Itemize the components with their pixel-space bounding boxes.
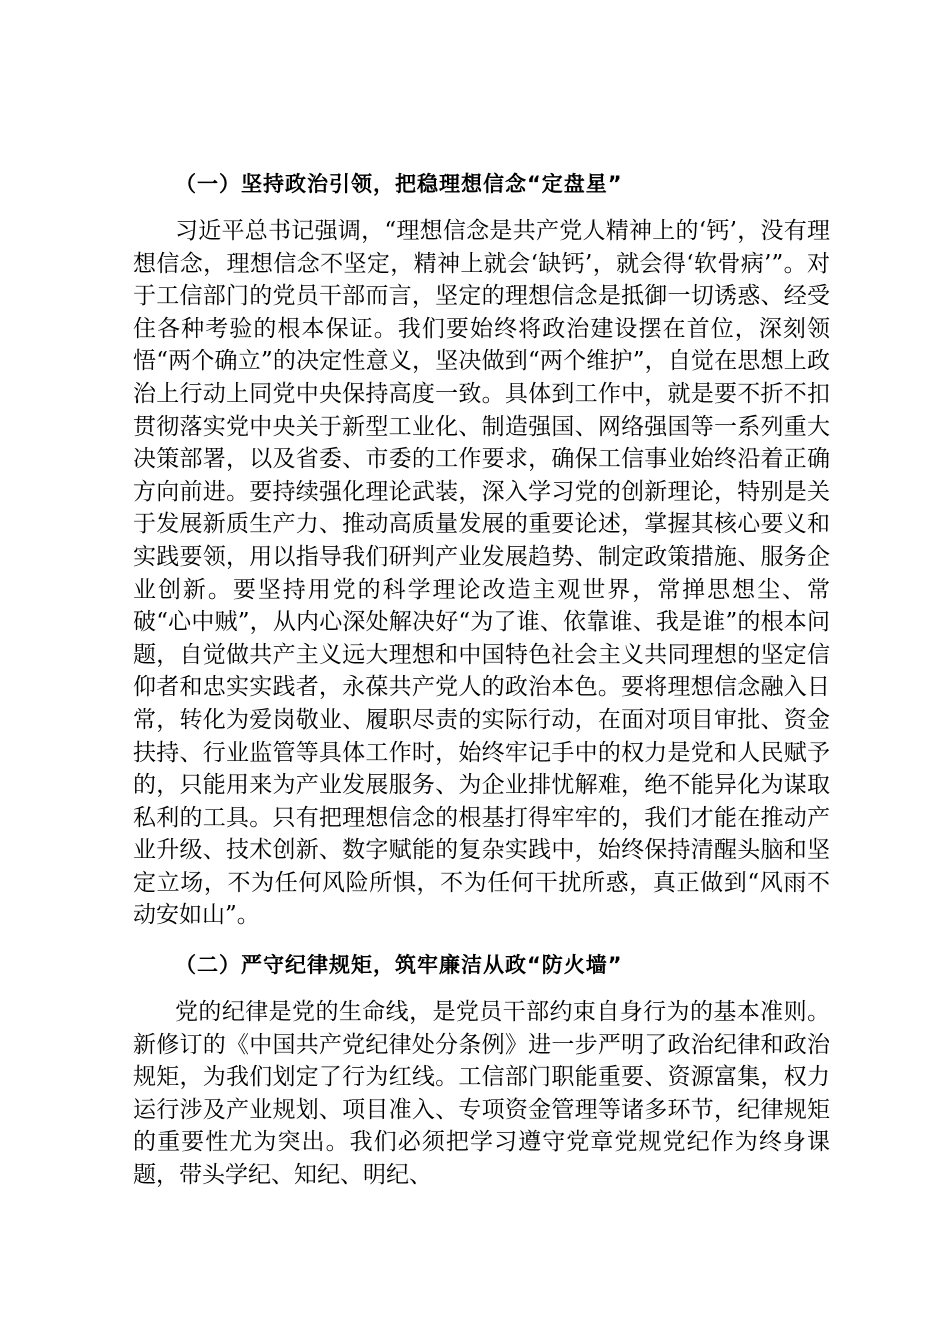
- spacer: [133, 982, 830, 996]
- section-heading-1: （一）坚持政治引领，把稳理想信念“定盘星”: [175, 172, 623, 196]
- section-heading-2: （二）严守纪律规矩，筑牢廉洁从政“防火墙”: [175, 953, 623, 978]
- section-paragraph-2: 党的纪律是党的生命线，是党员干部约束自身行为的基本准则。新修订的《中国共产党纪律处分条例》进一步严明了政治纪律和政治规矩，为我们划定了行为红线。工信部门职能重要、资源富集，权力运行涉及产业规划、项目准入、专项资金管理等诸多环节，纪律规矩的重要性尤为突出。我们必须把学习遵守党章党规党纪作为终身课题，带头学纪、知纪、明纪、: [133, 999, 830, 1189]
- spacer: [133, 932, 830, 948]
- spacer: [133, 201, 830, 215]
- document-body: [133, 167, 830, 1192]
- section-paragraph-1: 习近平总书记强调，“理想信念是共产党人精神上的‘钙’，没有理想信念，理想信念不坚定，精神上就会‘缺钙’，就会得‘软骨病’”。对于工信部门的党员干部而言，坚定的理想信念是抵御一切诱惑、经受住各种考验的根本保证。我们要始终将政治建设摆在首位，深刻领悟“两个确立”的决定性意义，坚决做到“两个维护”，自觉在思想上政治上行动上同党中央保持高度一致。具体到工作中，就是要不折不扣贯彻落实党中央关于新型工业化、制造强国、网络强国等一系列重大决策部署，以及省委、市委的工作要求，确保工信事业始终沿着正确方向前进。要持续强化理论武装，深入学习党的创新理论，特别是关于发展新质生产力、推动高质量发展的重要论述，掌握其核心要义和实践要领，用以指导我们研判产业发展趋势、制定政策措施、服务企业创新。要坚持用党的科学理论改造主观世界，常掸思想尘、常破“心中贼”，从内心深处解决好“为了谁、依靠谁、我是谁”的根本问题，自觉做共产主义远大理想和中国特色社会主义共同理想的坚定信仰者和忠实实践者，永葆共产党人的政治本色。要将理想信念融入日常，转化为爱岗敬业、履职尽责的实际行动，在面对项目审批、资金扶持、行业监管等具体工作时，始终牢记手中的权力是党和人民赋予的，只能用来为产业发展服务、为企业排忧解难，绝不能异化为谋取私利的工具。只有把理想信念的根基打得牢牢的，我们才能在推动产业升级、技术创新、数字赋能的复杂实践中，始终保持清醒头脑和坚定立场，不为任何风险所惧，不为任何干扰所惑，真正做到“风雨不动安如山”。: [133, 218, 830, 929]
